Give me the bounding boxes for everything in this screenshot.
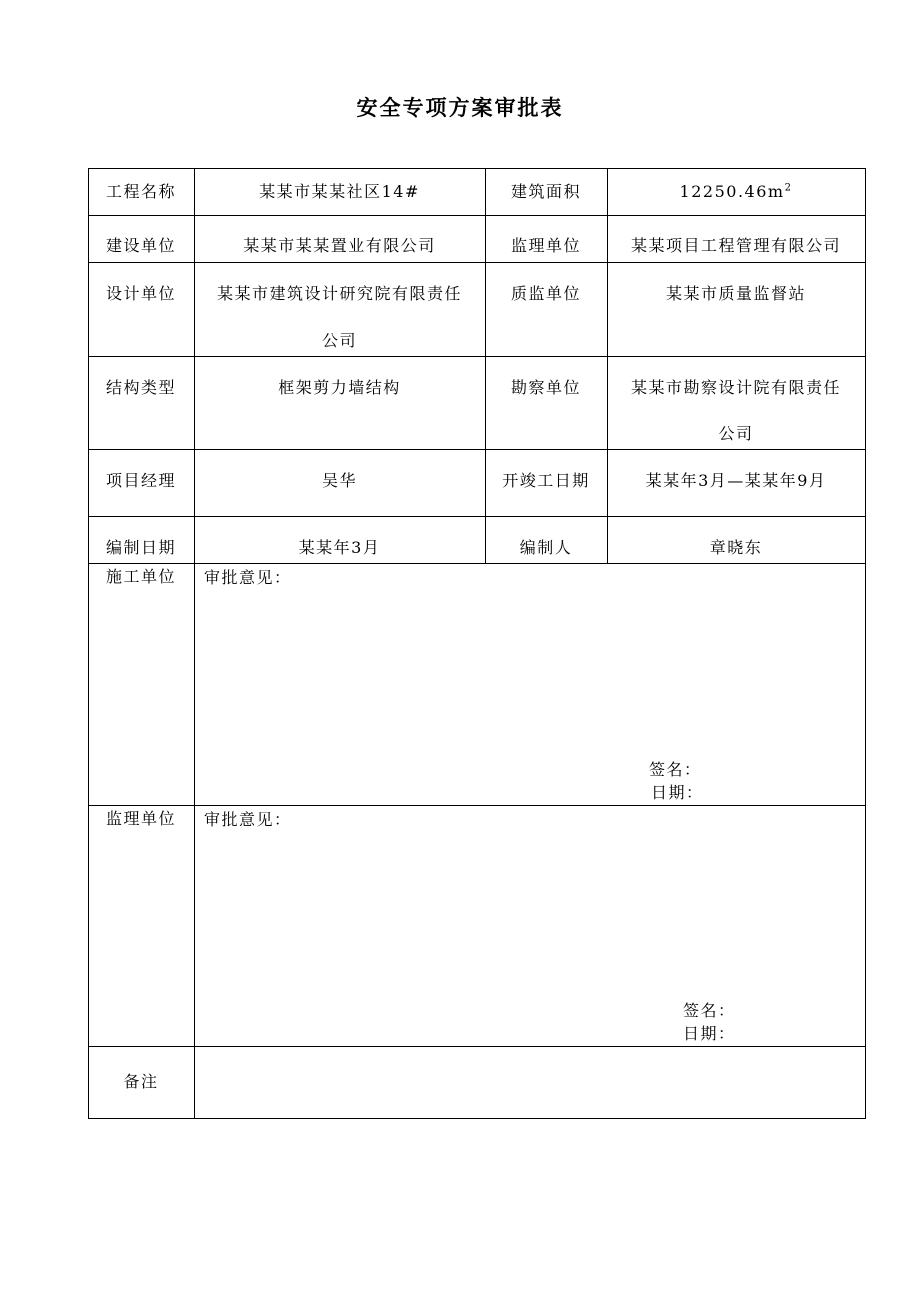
- manager-label: 项目经理: [105, 471, 176, 490]
- manager-value: 吴华: [321, 471, 357, 490]
- supervisor-label: 监理单位: [510, 236, 581, 255]
- survey-value-line1: 某某市勘察设计院有限责任: [630, 378, 841, 397]
- construction-opinion-label: 审批意见：: [204, 568, 292, 587]
- row-border: [88, 805, 866, 806]
- row-border: [88, 1118, 866, 1119]
- row-border: [88, 215, 866, 216]
- row-border: [88, 516, 866, 517]
- compiler-label: 编制人: [519, 538, 573, 557]
- designer-value-line1: 某某市建筑设计研究院有限责任: [216, 284, 462, 303]
- building-area-number: 12250.46m: [679, 182, 785, 201]
- designer-value-line2: 公司: [321, 331, 357, 350]
- period-value: 某某年3月—某某年9月: [645, 471, 827, 490]
- supervision-opinion-label: 审批意见：: [204, 810, 292, 829]
- quality-value: 某某市质量监督站: [665, 284, 806, 303]
- row-border: [88, 1046, 866, 1047]
- column-border: [865, 168, 866, 1119]
- project-name-label: 工程名称: [105, 182, 176, 201]
- builder-label: 建设单位: [105, 236, 176, 255]
- page-title: 安全专项方案审批表: [356, 96, 564, 120]
- quality-label: 质监单位: [510, 284, 581, 303]
- construction-date-label: 日期：: [651, 783, 704, 802]
- builder-value: 某某市某某置业有限公司: [243, 236, 436, 255]
- period-label: 开竣工日期: [502, 471, 590, 490]
- supervision-sign-label: 签名：: [683, 1001, 736, 1020]
- construction-sign-label: 签名：: [649, 760, 702, 779]
- project-name-value: 某某市某某社区14#: [259, 182, 420, 201]
- compile-date-value: 某某年3月: [298, 538, 381, 557]
- compile-date-label: 编制日期: [105, 538, 176, 557]
- supervisor-value: 某某项目工程管理有限公司: [630, 236, 841, 255]
- structure-value: 框架剪力墙结构: [278, 378, 401, 397]
- supervision-unit-label: 监理单位: [105, 809, 176, 828]
- supervision-date-label: 日期：: [683, 1024, 736, 1043]
- designer-label: 设计单位: [105, 284, 176, 303]
- structure-label: 结构类型: [105, 378, 176, 397]
- survey-value-line2: 公司: [718, 424, 754, 443]
- compiler-value: 章晓东: [709, 538, 763, 557]
- building-area-label: 建筑面积: [510, 182, 581, 201]
- survey-label: 勘察单位: [510, 378, 581, 397]
- area-unit-superscript: 2: [784, 182, 793, 194]
- remarks-label: 备注: [123, 1072, 159, 1091]
- construction-unit-label: 施工单位: [105, 567, 176, 586]
- building-area-value: [607, 168, 865, 215]
